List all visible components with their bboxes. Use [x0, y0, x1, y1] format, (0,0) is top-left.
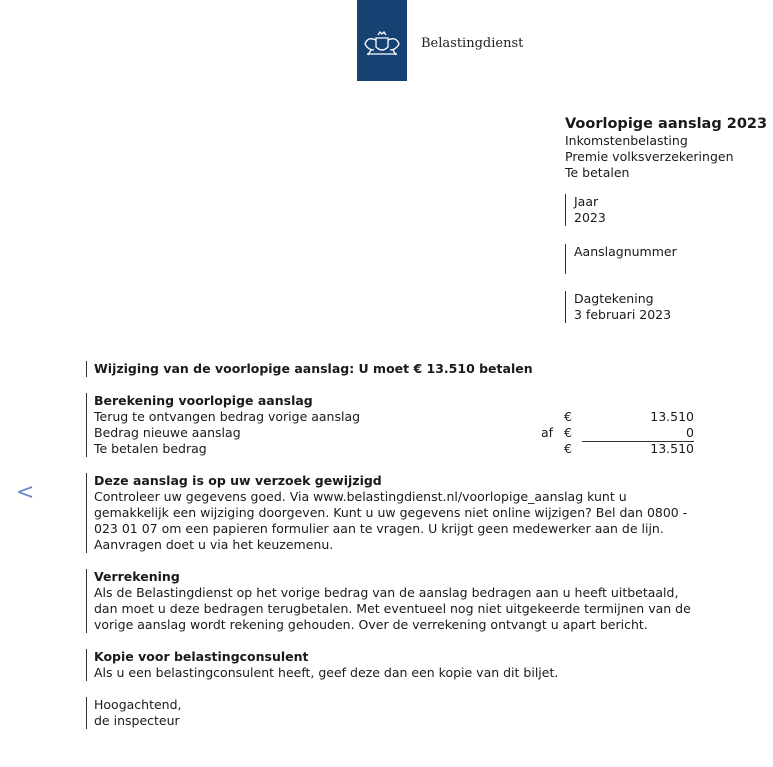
- document-subtitle: [565, 133, 734, 181]
- currency-symbol: €: [564, 425, 572, 440]
- closing: [86, 697, 694, 729]
- document-title: Voorlopige aanslag 2023: [565, 116, 768, 132]
- field-value: 2023: [574, 210, 606, 225]
- calculation-row: [94, 441, 694, 457]
- section-body: Als u een belastingconsulent heeft, geef deze dan een kopie van dit biljet.: [94, 665, 559, 680]
- back-arrow-icon[interactable]: <: [16, 480, 35, 505]
- section-kopie: [86, 649, 694, 681]
- subtitle-line: Inkomstenbelasting: [565, 133, 688, 148]
- row-prefix: af: [541, 425, 554, 440]
- closing-line: Hoogachtend,: [94, 697, 182, 712]
- calculation-row: [94, 409, 694, 425]
- field-jaar: [565, 194, 606, 226]
- brand-name: Belastingdienst: [421, 36, 524, 51]
- currency-symbol: €: [564, 409, 572, 424]
- field-label: Aanslagnummer: [574, 244, 677, 259]
- section-verrekening: [86, 569, 694, 633]
- subtitle-line: Premie volksverzekeringen: [565, 149, 734, 164]
- field-aanslagnummer: [565, 244, 677, 274]
- headline: Wijziging van de voorlopige aanslag: U moet € 13.510 betalen: [94, 361, 533, 376]
- field-dagtekening: [565, 291, 671, 323]
- section-heading: Deze aanslag is op uw verzoek gewijzigd: [94, 473, 382, 488]
- closing-line: de inspecteur: [94, 713, 180, 728]
- row-amount: 13.510: [650, 441, 694, 456]
- field-label: Jaar: [574, 194, 599, 209]
- row-amount: 13.510: [650, 409, 694, 424]
- coat-of-arms-logo: [359, 28, 405, 58]
- logo-block: [357, 0, 407, 81]
- row-label: Te betalen bedrag: [94, 441, 207, 456]
- subtitle-line: Te betalen: [565, 165, 630, 180]
- section-body: Controleer uw gegevens goed. Via www.belastingdienst.nl/voorlopige_aanslag kunt u gemakkelijk een wijziging doorgeven. Kunt u uw gegevens niet online wijzigen? Bel dan 0800 - 023 01 07 om een papieren formulier aan te vragen. U krijgt geen medewerker aan de lijn. Aanvragen doet u via het keuzemenu.: [94, 489, 688, 552]
- currency-symbol: €: [564, 441, 572, 456]
- calculation-row: [94, 425, 694, 441]
- calculation-section: [86, 393, 694, 457]
- section-gewijzigd: [86, 473, 694, 553]
- field-label: Dagtekening: [574, 291, 654, 306]
- row-amount: 0: [686, 425, 694, 440]
- section-heading: Kopie voor belastingconsulent: [94, 649, 309, 664]
- row-label: Terug te ontvangen bedrag vorige aanslag: [94, 409, 361, 424]
- row-label: Bedrag nieuwe aanslag: [94, 425, 241, 440]
- headline-section: [86, 361, 694, 377]
- section-heading: Verrekening: [94, 569, 180, 584]
- redacted-value: [574, 260, 677, 276]
- field-value: 3 februari 2023: [574, 307, 672, 322]
- calculation-heading: Berekening voorlopige aanslag: [94, 393, 313, 408]
- section-body: Als de Belastingdienst op het vorige bedrag van de aanslag bedragen aan u heeft uitbetaald, dan moet u deze bedragen terugbetalen. Met eventueel nog niet uitgekeerde termijnen van de vorige aanslag wordt rekening gehouden. Over de verrekening ontvangt u apart bericht.: [94, 585, 691, 632]
